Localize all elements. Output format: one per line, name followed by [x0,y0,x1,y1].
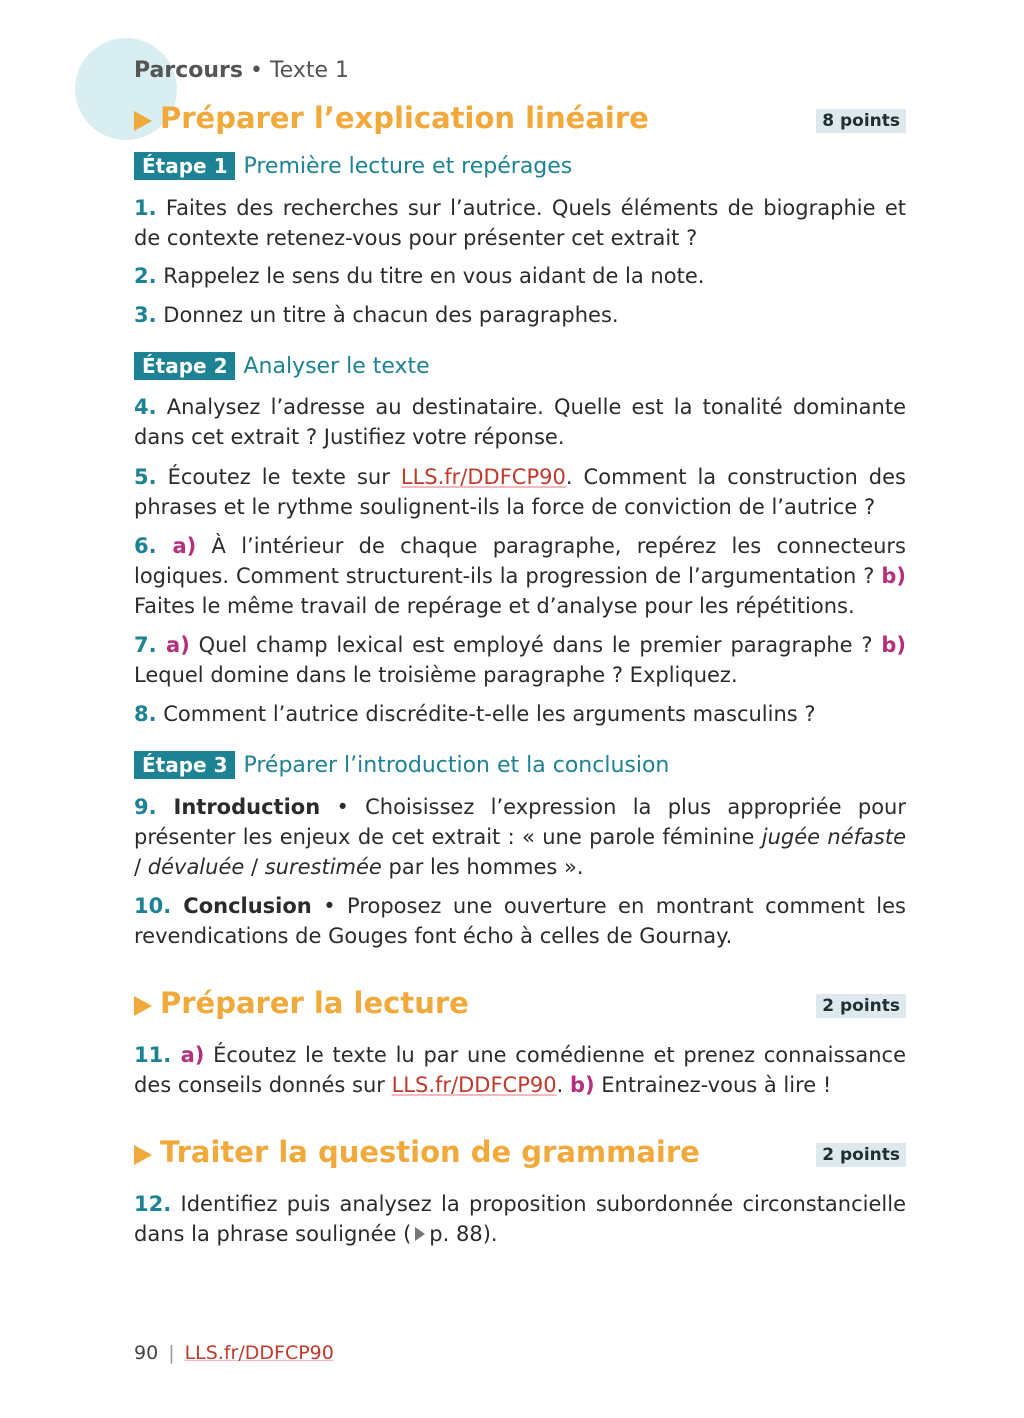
question-number: 10. [134,894,172,918]
question-label: Conclusion [171,894,312,918]
question-number: 11. [134,1043,172,1067]
question-text: Entrainez-vous à lire ! [594,1073,832,1097]
question-number: 4. [134,395,157,419]
page-reference: p. 88 [429,1222,483,1246]
question-10 [134,891,906,951]
question-number: 3. [134,303,157,327]
footer-separator: | [168,1342,175,1364]
question-label: Introduction [156,795,321,819]
question-text: Rappelez le sens du titre en vous aidant de la note. [156,264,705,288]
page-number: 90 [134,1342,159,1364]
question-text: ). [482,1222,498,1246]
step-badge: Étape 3 [134,751,235,779]
step-title: Première lecture et repérages [243,154,573,179]
points-badge: 8 points [816,109,906,133]
section-title: Préparer la lecture [160,986,469,1020]
play-icon [134,996,152,1016]
section-grammaire [134,1135,906,1175]
subquestion-b: b) [881,633,906,657]
section-lecture [134,986,906,1026]
subquestion-a: a) [156,534,197,558]
step-title: Analyser le texte [243,354,430,379]
subquestion-b: b) [569,1073,595,1097]
question-7 [134,630,906,690]
question-number: 6. [134,534,157,558]
question-number: 9. [134,795,157,819]
question-text: • Choisissez l’expression la plus appropriée pour présenter les enjeux de cet extrait : « une parole féminine [134,795,906,849]
points-badge: 2 points [816,994,906,1018]
question-4 [134,392,906,452]
breadcrumb-parcours: Parcours [134,58,243,83]
question-9 [134,792,906,882]
question-2 [134,261,906,291]
subquestion-a: a) [156,633,190,657]
breadcrumb [134,58,349,83]
play-icon [134,1145,152,1165]
question-1 [134,193,906,253]
question-text: Comment l’autrice discrédite-t-elle les arguments masculins ? [156,702,816,726]
step-1 [134,152,572,184]
section-title: Préparer l’explication linéaire [160,101,649,135]
subquestion-b: b) [881,564,906,588]
question-text: Donnez un titre à chacun des paragraphes. [156,303,619,327]
question-12 [134,1189,906,1249]
section-title: Traiter la question de grammaire [160,1135,700,1169]
question-text: . [556,1073,570,1097]
option-2: dévaluée [147,855,245,879]
step-2 [134,352,430,384]
question-text: Quel champ lexical est employé dans le premier paragraphe ? [189,633,882,657]
step-title: Préparer l’introduction et la conclusion [243,753,670,778]
page-reference-icon [415,1227,425,1241]
question-number: 5. [134,465,157,489]
question-6 [134,531,906,621]
question-3 [134,300,906,330]
question-text: . Comment la construction des phrases et le rythme soulignent-ils la force de conviction de l’autrice ? [134,465,907,519]
breadcrumb-texte: Texte 1 [269,58,349,83]
question-text: Lequel domine dans le troisième paragraphe ? Expliquez. [134,663,738,687]
question-number: 7. [134,633,157,657]
question-text: Écoutez le texte lu par une comédienne et prenez connaissance des conseils donnés sur [134,1043,906,1097]
step-badge: Étape 1 [134,152,235,180]
question-text: par les hommes ». [381,855,584,879]
option-separator: / [134,855,148,879]
step-3 [134,751,669,783]
footer-link[interactable]: LLS.fr/DDFCP90 [184,1342,334,1364]
page-footer [134,1342,334,1364]
question-number: 1. [134,196,157,220]
option-1: jugée néfaste [761,825,906,849]
question-text: Identifiez puis analysez la proposition subordonnée circonstancielle dans la phrase soulignée ( [134,1192,906,1246]
section-explication [134,101,906,141]
audio-link[interactable]: LLS.fr/DDFCP90 [400,465,566,489]
question-text: Faites le même travail de repérage et d’analyse pour les répétitions. [134,594,855,618]
question-text: • Proposez une ouverture en montrant comment les revendications de Gouges font écho à celles de Gournay. [134,894,906,948]
option-separator: / [244,855,265,879]
breadcrumb-bullet: • [243,58,270,83]
question-text: À l’intérieur de chaque paragraphe, repérez les connecteurs logiques. Comment structurent-ils la progression de l’argumentation ? [134,534,906,588]
subquestion-a: a) [171,1043,205,1067]
question-number: 8. [134,702,157,726]
question-8 [134,699,906,729]
question-11 [134,1040,906,1100]
play-icon [134,111,152,131]
question-number: 2. [134,264,157,288]
points-badge: 2 points [816,1143,906,1167]
question-text: Analysez l’adresse au destinataire. Quelle est la tonalité dominante dans cet extrait ? Justifiez votre réponse. [134,395,906,449]
step-badge: Étape 2 [134,352,235,380]
option-3: surestimée [264,855,382,879]
question-text: Écoutez le texte sur [156,465,401,489]
question-text: Faites des recherches sur l’autrice. Quels éléments de biographie et de contexte retenez-vous pour présenter cet extrait ? [134,196,906,250]
question-number: 12. [134,1192,172,1216]
audio-link[interactable]: LLS.fr/DDFCP90 [391,1073,557,1097]
question-5 [134,462,906,522]
